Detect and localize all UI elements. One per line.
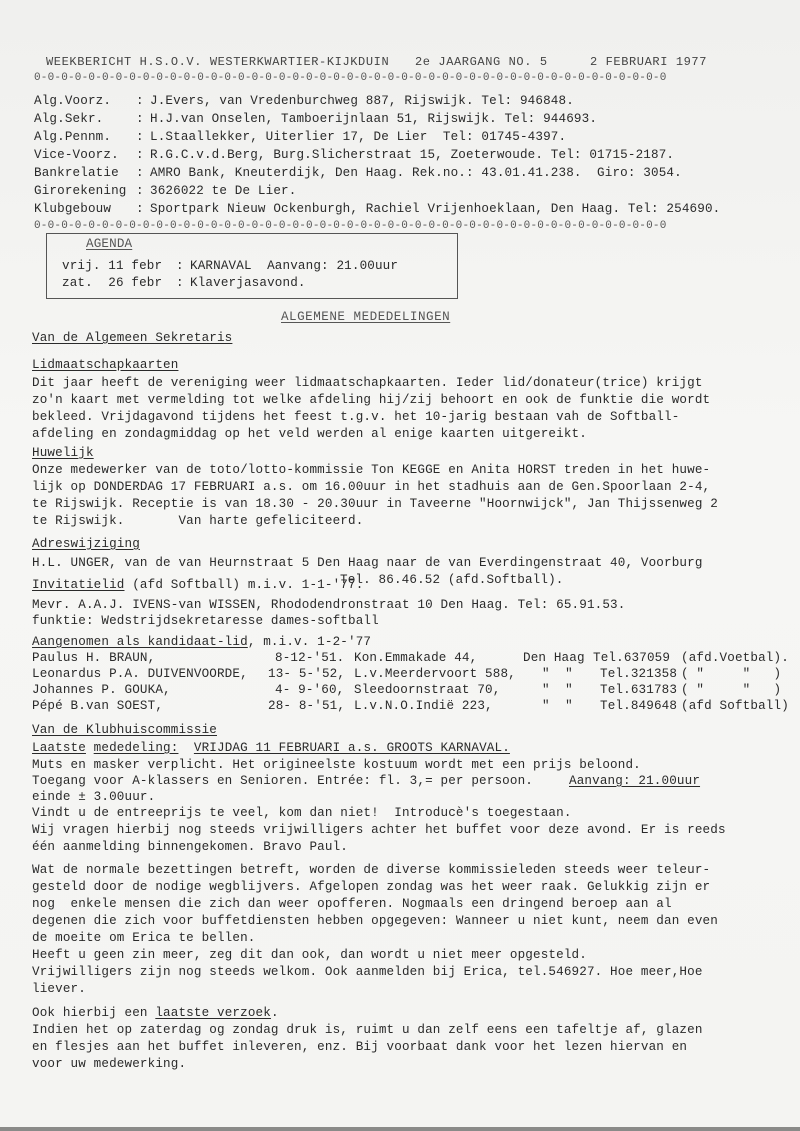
separator-line: 0-0-0-0-0-0-0-0-0-0-0-0-0-0-0-0-0-0-0-0-0-0-0-0-0-0-0-0-0-0-0-0-0-0-0-0-0-0-0-0-0-0-0-0-0-0-0 <box>34 220 667 232</box>
board-colon: : <box>136 112 144 126</box>
board-label: Vice-Voorz. <box>34 148 119 162</box>
board-colon: : <box>136 184 144 198</box>
last-request-link: laatste verzoek <box>155 1006 271 1020</box>
board-colon: : <box>136 94 144 108</box>
paragraph-line: Muts en masker verplicht. Het origineelste kostuum wordt met een prijs beloond. <box>32 758 641 772</box>
last-request-line <box>32 1006 279 1021</box>
paragraph-line: afdeling en zondagmiddag op het veld werden al enige kaarten uitgereikt. <box>32 427 587 441</box>
board-colon: : <box>136 130 144 144</box>
paragraph-line: te Rijswijk. Van harte gefeliciteerd. <box>32 514 364 528</box>
paragraph-line: Tel. 86.46.52 (afd.Softball). <box>340 573 564 587</box>
candidate-city: " " <box>542 667 573 681</box>
board-colon: : <box>136 166 144 180</box>
agenda-day: zat. 26 febr <box>62 276 163 290</box>
board-colon: : <box>136 202 144 216</box>
last-request-suffix: . <box>270 1006 279 1020</box>
paragraph-line: funktie: Wedstrijdsekretaresse dames-softball <box>32 614 379 628</box>
candidate-dept: (afd.Voetbal). <box>681 651 789 665</box>
masthead-date: 2 FEBRUARI 1977 <box>590 55 708 69</box>
paragraph-line: Vrijwilligers zijn nog steeds welkom. Ook aanmelden bij Erica, tel.546927. Hoe meer,Hoe <box>32 965 703 979</box>
section-title: ALGEMENE MEDEDELINGEN <box>281 310 451 324</box>
last-notice-label2: mededeling: <box>93 741 179 755</box>
candidate-name: Johannes P. GOUKA, <box>32 683 171 697</box>
paragraph-line: Mevr. A.A.J. IVENS-van WISSEN, Rhododendronstraat 10 Den Haag. Tel: 65.91.53. <box>32 598 626 612</box>
paragraph-line: en flesjes aan het buffet inleveren, enz. Bij voorbaat dank voor het lezen hiervan en <box>32 1040 688 1054</box>
paragraph-line: Vindt u de entreeprijs te veel, kom dan niet! Introducè's toegestaan. <box>32 806 572 820</box>
paragraph-line: degenen die zich voor buffetdiensten hebben opgegeven: Wanneer u niet kunt, neem dan even <box>32 914 718 928</box>
board-label: Girorekening <box>34 184 127 198</box>
invitation-heading-suffix: (afd Softball) m.i.v. 1-1-'77. <box>124 578 364 592</box>
candidate-tel: Tel.631783 <box>600 683 678 697</box>
board-value: H.J.van Onselen, Tamboerijnlaan 51, Rijswijk. Tel: 944693. <box>150 112 598 126</box>
paragraph-line: Wij vragen hierbij nog steeds vrijwilligers achter het buffet voor deze avond. Er is reeds <box>32 823 726 837</box>
masthead-volume: 2e JAARGANG NO. 5 <box>415 55 548 69</box>
board-colon: : <box>136 148 144 162</box>
paragraph-line: lijk op DONDERDAG 17 FEBRUARI a.s. om 16.00uur in het stadhuis aan de Gen.Spoorlaan 2-4, <box>32 480 711 494</box>
candidate-address: L.v.Meerdervoort 588, <box>354 667 516 681</box>
board-value: J.Evers, van Vredenburchweg 887, Rijswijk. Tel: 946848. <box>150 94 574 108</box>
paragraph-line: Indien het op zaterdag og zondag druk is, ruimt u dan zelf eens een tafeltje af, glazen <box>32 1023 703 1037</box>
paragraph-line: Toegang voor A-klassers en Senioren. Entrée: fl. 3,= per persoon. <box>32 774 533 788</box>
candidate-dept: ( " " ) <box>681 683 782 697</box>
paragraph-line: Onze medewerker van de toto/lotto-kommissie Ton KEGGE en Anita HORST treden in het huwe- <box>32 463 711 477</box>
paragraph-line: één aanmelding binnengekomen. Bravo Paul. <box>32 840 349 854</box>
candidate-name: Paulus H. BRAUN, <box>32 651 156 665</box>
board-label: Bankrelatie <box>34 166 119 180</box>
candidate-born: 28- 8-'51, <box>268 699 346 713</box>
board-value: AMRO Bank, Kneuterdijk, Den Haag. Rek.no.: 43.01.41.238. Giro: 3054. <box>150 166 682 180</box>
last-notice-text: VRIJDAG 11 FEBRUARI a.s. GROOTS KARNAVAL. <box>193 741 510 755</box>
agenda-text: Klaverjasavond. <box>190 276 306 290</box>
board-label: Klubgebouw <box>34 202 112 216</box>
paragraph-line: bekleed. Vrijdagavond tijdens het feest t.g.v. het 10-jarig bestaan vah de Softball- <box>32 410 680 424</box>
paragraph-line: gesteld door de nodige wegblijvers. Afgelopen zondag was het weer raak. Gelukkig zijn er <box>32 880 711 894</box>
paragraph-line: Dit jaar heeft de vereniging weer lidmaatschapkaarten. Ieder lid/donateur(trice) krijgt <box>32 376 703 390</box>
paragraph-line: voor uw medewerking. <box>32 1057 187 1071</box>
board-label: Alg.Voorz. <box>34 94 112 108</box>
clubhouse-heading: Van de Klubhuiscommissie <box>32 723 217 737</box>
paragraph-line: te Rijswijk. Receptie is van 18.30 - 20.30uur in Taveerne "Hoornwijck", Jan Thijssenweg 2 <box>32 497 718 511</box>
candidates-heading: Aangenomen als kandidaat-lid <box>32 635 248 649</box>
agenda-colon: : <box>176 276 184 290</box>
candidate-born: 4- 9-'60, <box>275 683 345 697</box>
board-value: L.Staallekker, Uiterlier 17, De Lier Tel: 01745-4397. <box>150 130 567 144</box>
board-label: Alg.Pennm. <box>34 130 112 144</box>
masthead-title: WEEKBERICHT H.S.O.V. WESTERKWARTIER-KIJKDUIN <box>46 55 390 69</box>
candidate-tel: Tel.849648 <box>600 699 678 713</box>
agenda-text: KARNAVAL Aanvang: 21.00uur <box>190 259 399 273</box>
paragraph-line: zo'n kaart met vermelding tot welke afdeling hij/zij behoort en ook de funktie die wordt <box>32 393 711 407</box>
address-change-heading: Adreswijziging <box>32 537 140 551</box>
paragraph-line: H.L. UNGER, van de van Heurnstraat 5 Den Haag naar de van Everdingenstraat 40, Voorburg <box>32 556 703 570</box>
candidate-address: Sleedoornstraat 70, <box>354 683 501 697</box>
candidates-heading-line <box>32 635 371 650</box>
invitation-heading-line <box>32 578 363 593</box>
candidate-tel: Tel.321358 <box>600 667 678 681</box>
page-bottom-edge <box>0 1127 800 1131</box>
paragraph-line: liever. <box>32 982 86 996</box>
candidate-dept: ( " " ) <box>681 667 782 681</box>
board-label: Alg.Sekr. <box>34 112 104 126</box>
candidate-address: Kon.Emmakade 44, <box>354 651 478 665</box>
secretary-heading: Van de Algemeen Sekretaris <box>32 331 233 345</box>
agenda-title: AGENDA <box>86 237 133 251</box>
separator-line: 0-0-0-0-0-0-0-0-0-0-0-0-0-0-0-0-0-0-0-0-0-0-0-0-0-0-0-0-0-0-0-0-0-0-0-0-0-0-0-0-0-0-0-0-0-0-0 <box>34 72 667 84</box>
candidate-tel: Tel.637059 <box>593 651 671 665</box>
agenda-colon: : <box>176 259 184 273</box>
agenda-day: vrij. 11 febr <box>62 259 163 273</box>
candidate-dept: (afd Softball) <box>681 699 789 713</box>
paragraph-line: de moeite om Erica te bellen. <box>32 931 256 945</box>
board-value: Sportpark Nieuw Ockenburgh, Rachiel Vrijenhoeklaan, Den Haag. Tel: 254690. <box>150 202 721 216</box>
invitation-heading: Invitatielid <box>32 578 125 592</box>
candidate-name: Leonardus P.A. DUIVENVOORDE, <box>32 667 248 681</box>
candidate-born: 13- 5-'52, <box>268 667 346 681</box>
candidate-city: " " <box>542 683 573 697</box>
membership-heading: Lidmaatschapkaarten <box>32 358 179 372</box>
board-value: 3626022 te De Lier. <box>150 184 297 198</box>
last-notice-label: Laatste <box>32 741 86 755</box>
candidate-city: Den Haag <box>523 651 585 665</box>
candidate-address: L.v.N.O.Indië 223, <box>354 699 493 713</box>
last-notice-line <box>32 741 510 756</box>
paragraph-line: Wat de normale bezettingen betreft, worden de diverse kommissieleden steeds weer teleur- <box>32 863 711 877</box>
paragraph-line: einde ± 3.00uur. <box>32 790 156 804</box>
candidate-born: 8-12-'51. <box>275 651 345 665</box>
candidates-heading-suffix: , m.i.v. 1-2-'77 <box>247 635 372 649</box>
board-value: R.G.C.v.d.Berg, Burg.Slicherstraat 15, Zoeterwoude. Tel: 01715-2187. <box>150 148 675 162</box>
start-time-label: Aanvang: 21.00uur <box>569 774 701 788</box>
last-request-prefix: Ook hierbij een <box>32 1006 156 1020</box>
paragraph-line: Heeft u geen zin meer, zeg dit dan ook, dan wordt u niet meer opgesteld. <box>32 948 587 962</box>
candidate-name: Pépé B.van SOEST, <box>32 699 164 713</box>
paragraph-line: nog enkele mensen die zich dan weer opofferen. Nogmaals een dringend beroep aan al <box>32 897 672 911</box>
marriage-heading: Huwelijk <box>32 446 94 460</box>
candidate-city: " " <box>542 699 573 713</box>
